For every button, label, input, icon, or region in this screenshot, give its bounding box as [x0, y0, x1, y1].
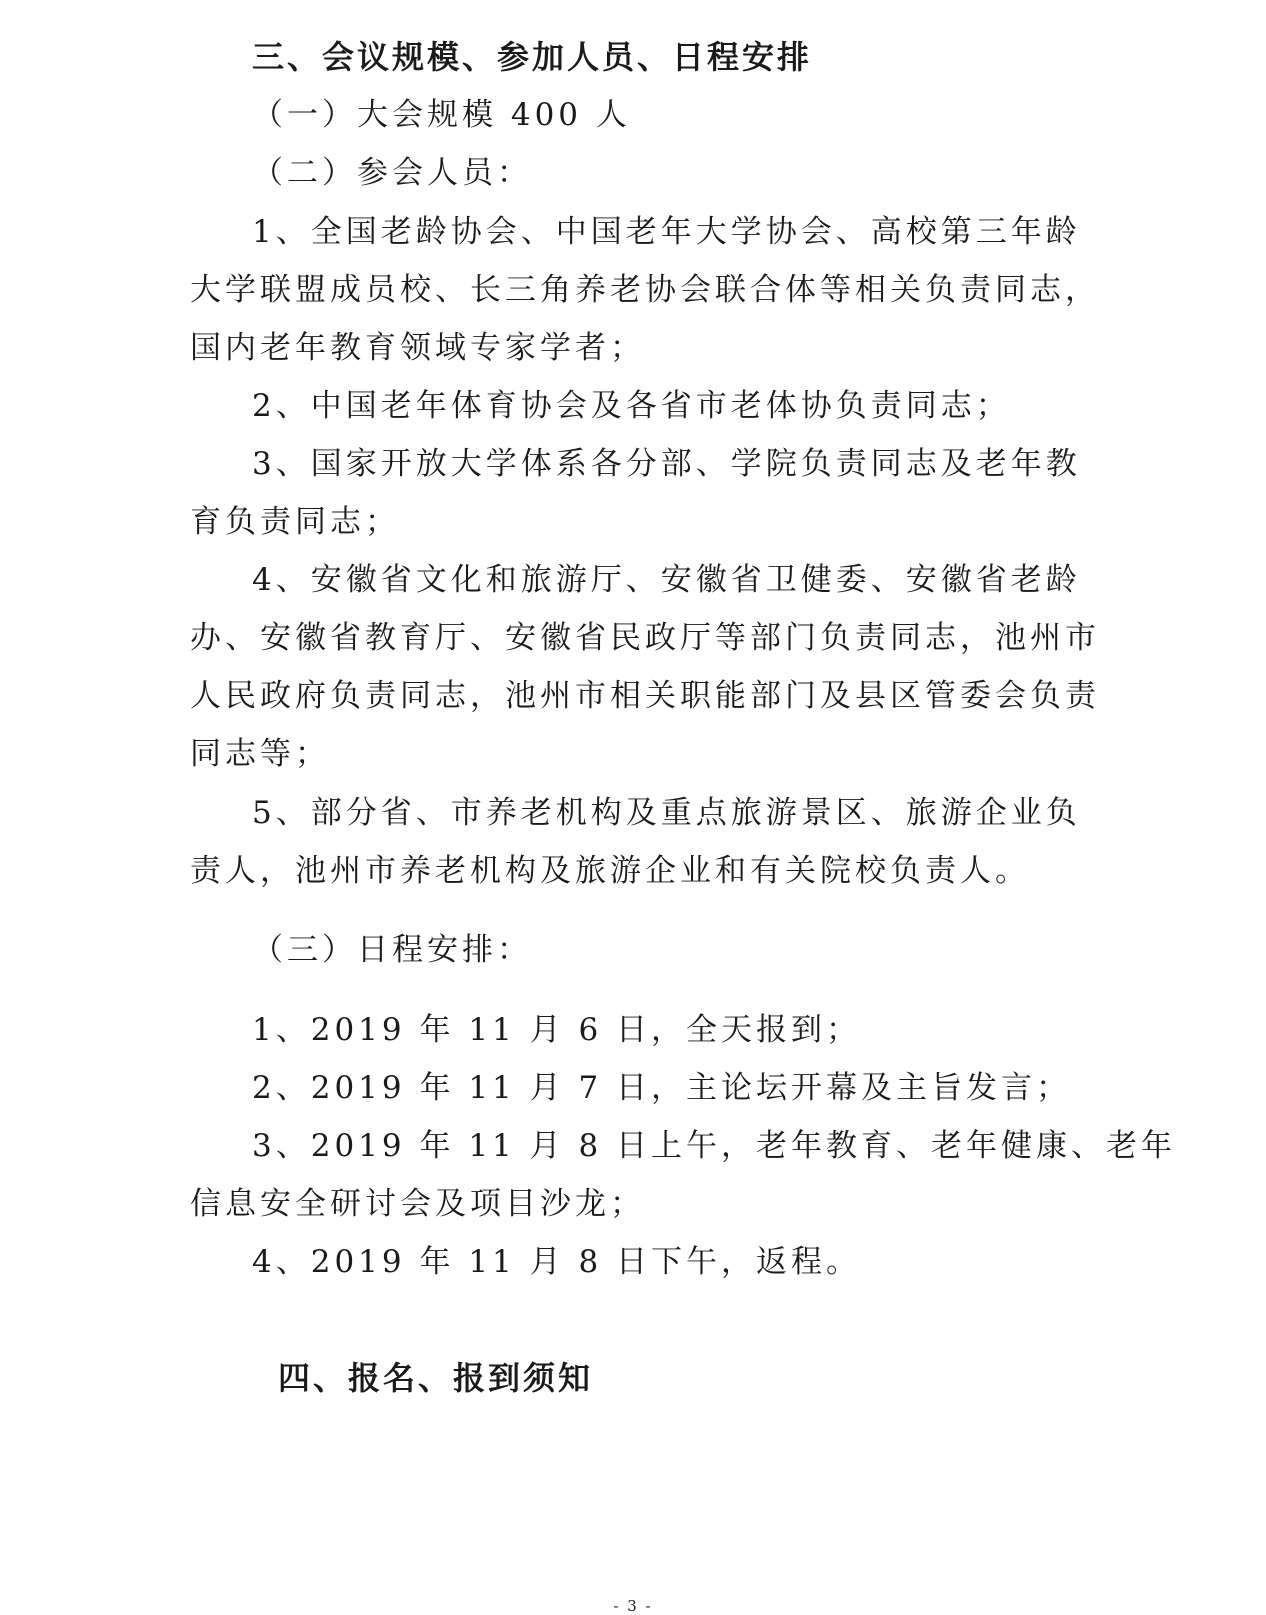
schedule-item-4: 4、2019 年 11 月 8 日下午，返程。	[252, 1244, 862, 1280]
section-4-heading: 四、报名、报到须知	[278, 1359, 594, 1397]
scale-line: （一）大会规模 400 人	[252, 97, 631, 133]
page-number: - 3 -	[613, 1597, 653, 1615]
schedule-item-1: 1、2019 年 11 月 6 日，全天报到；	[252, 1012, 862, 1048]
schedule-item-2: 2、2019 年 11 月 7 日，主论坛开幕及主旨发言；	[252, 1070, 1072, 1106]
attendee-item-1-line-3: 国内老年教育领域专家学者；	[190, 330, 645, 366]
attendee-item-4-line-1: 4、安徽省文化和旅游厅、安徽省卫健委、安徽省老龄	[252, 562, 1081, 598]
attendee-item-5-line-2: 责人，池州市养老机构及旅游企业和有关院校负责人。	[190, 853, 1030, 889]
attendee-item-3-line-1: 3、国家开放大学体系各分部、学院负责同志及老年教	[252, 446, 1081, 482]
attendee-item-5-line-1: 5、部分省、市养老机构及重点旅游景区、旅游企业负	[252, 795, 1081, 831]
attendees-title: （二）参会人员：	[252, 155, 532, 191]
schedule-item-3-line-2: 信息安全研讨会及项目沙龙；	[190, 1186, 645, 1222]
attendee-item-4-line-4: 同志等；	[190, 736, 330, 772]
attendee-item-1-line-2: 大学联盟成员校、长三角养老协会联合体等相关负责同志，	[190, 272, 1100, 308]
attendee-item-2-line-1: 2、中国老年体育协会及各省市老体协负责同志；	[252, 388, 1011, 424]
attendee-item-4-line-2: 办、安徽省教育厅、安徽省民政厅等部门负责同志，池州市	[190, 620, 1100, 656]
attendee-item-4-line-3: 人民政府负责同志，池州市相关职能部门及县区管委会负责	[190, 678, 1100, 714]
schedule-title: （三）日程安排：	[252, 932, 532, 968]
attendee-item-1-line-1: 1、全国老龄协会、中国老年大学协会、高校第三年龄	[252, 214, 1081, 250]
schedule-item-3-line-1: 3、2019 年 11 月 8 日上午，老年教育、老年健康、老年	[252, 1128, 1177, 1164]
section-3-heading: 三、会议规模、参加人员、日程安排	[252, 38, 813, 76]
attendee-item-3-line-2: 育负责同志；	[190, 504, 400, 540]
